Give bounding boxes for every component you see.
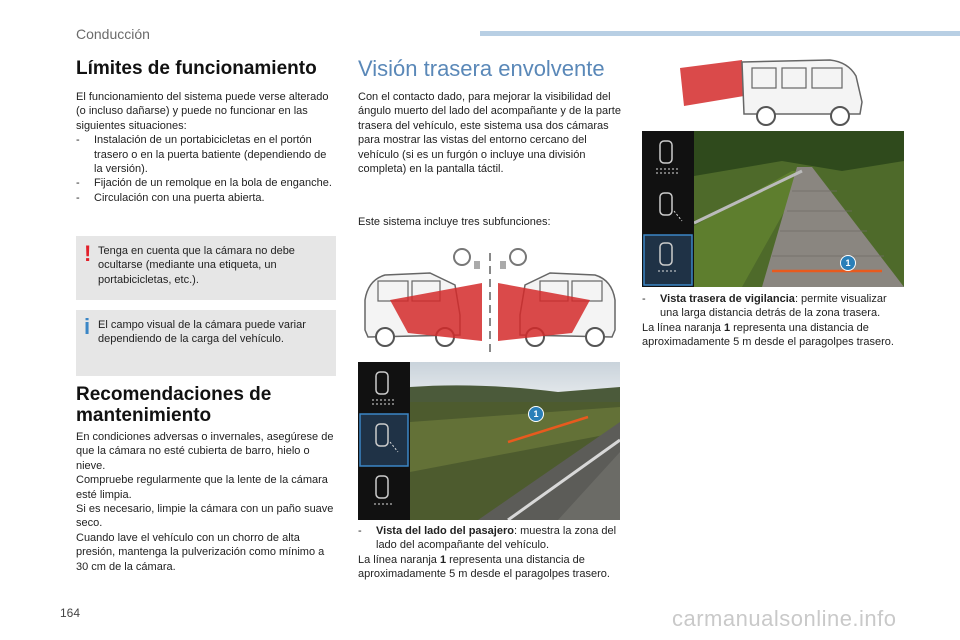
watermark: carmanualsonline.info [672, 606, 897, 631]
warning-text: Tenga en cuenta que la cámara no debe ocultarse (mediante una etiqueta, un portabicicletas, etc.). [98, 245, 295, 286]
callout-1: 1 [528, 406, 544, 422]
item-title: Vista del lado del pasajero [376, 525, 514, 537]
maintenance-text-3: Si es necesario, limpie la cámara con un paño suave seco. [76, 503, 334, 530]
header-bar [480, 31, 960, 36]
maintenance-text-2: Compruebe regularmente que la lente de la cámara esté limpia. [76, 474, 328, 501]
intro-text: Con el contacto dado, para mejorar la visibilidad del ángulo muerto del lado del acompañante y de la parte trasera del vehículo, este sistema usa dos cámaras para mostrar las vistas del entorno cercano del vehículo (si es un furgón o incluye una división completa) en la pantalla táctil. [358, 91, 621, 176]
passenger-side-camera-view [358, 362, 620, 520]
limits-block [76, 90, 336, 205]
list-item: - Circulación con una puerta abierta. [76, 191, 265, 204]
warning-note [76, 236, 336, 300]
page-number: 164 [60, 606, 81, 620]
vans-diagram [360, 245, 620, 360]
callout-1: 1 [840, 255, 856, 271]
section-title: Conducción [76, 26, 150, 42]
rear-surveillance-camera-view [642, 131, 904, 287]
van-rear-diagram [680, 54, 870, 128]
maintenance-heading: Recomendaciones de mantenimiento [76, 384, 272, 426]
list-item: - Instalación de un portabicicletas en el portón trasero o en la puerta batiente (dependiendo de la versión). [76, 134, 327, 176]
rear-view-description [642, 292, 904, 350]
maintenance-text-1: En condiciones adversas o invernales, asegúrese de que la cámara no esté cubierta de barro, hielo o nieve. [76, 431, 334, 472]
subfunctions-text: Este sistema incluye tres subfunciones: [358, 216, 551, 228]
maintenance-block [76, 430, 336, 574]
limits-intro: El funcionamiento del sistema puede verse alterado (o incluso dañarse) y puede no funcionar en las siguientes situaciones: [76, 91, 329, 132]
warning-icon: ! [84, 241, 92, 266]
orange-line-text: La línea naranja 1 representa una distancia de aproximadamente 5 m desde el paragolpes trasero. [358, 553, 610, 581]
main-title: Visión trasera envolvente [358, 56, 605, 81]
limits-heading: Límites de funcionamiento [76, 58, 317, 79]
passenger-view-description [358, 524, 622, 582]
orange-line-text: La línea naranja 1 representa una distancia de aproximadamente 5 m desde el paragolpes trasero. [642, 321, 894, 349]
info-text: El campo visual de la cámara puede variar dependiendo de la carga del vehículo. [98, 319, 306, 346]
item-title: Vista trasera de vigilancia [660, 293, 795, 305]
info-note [76, 310, 336, 376]
list-item: - Fijación de un remolque en la bola de enganche. [76, 177, 332, 190]
seat-icon [500, 261, 506, 269]
list-item: - Vista trasera de vigilancia: permite visualizar una larga distancia detrás de la zona trasera. [642, 293, 887, 320]
seat-icon [474, 261, 480, 269]
info-icon: i [84, 314, 91, 339]
van-front-view-right [498, 273, 615, 346]
maintenance-text-4: Cuando lave el vehículo con un chorro de alta presión, mantenga la pulverización como mínimo a 30 cm de la cámara. [76, 531, 325, 573]
list-item: - Vista del lado del pasajero: muestra la zona del lado del acompañante del vehículo. [358, 525, 617, 552]
van-front-view-left [365, 273, 482, 346]
